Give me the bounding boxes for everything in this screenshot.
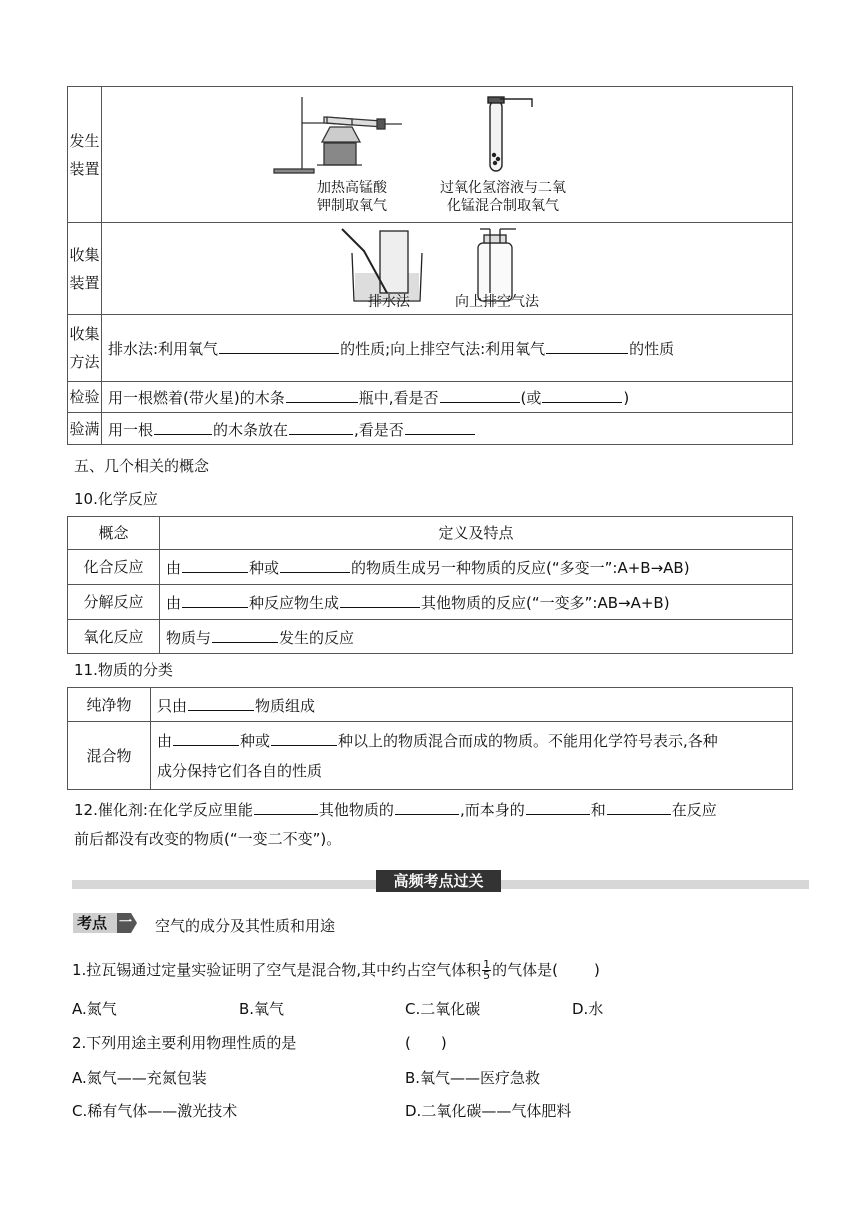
caption-upward-air: 向上排空气法 [455, 294, 539, 310]
blank[interactable] [607, 798, 671, 815]
question-2-option-a[interactable]: A.氮气——充氮包装 [72, 1069, 207, 1087]
test-text: 用一根燃着(带火星)的木条 瓶中,看是否 (或 ) [102, 382, 793, 413]
kaodian-badge: 考点 一 [73, 913, 137, 933]
collection-method-text: 排水法:利用氧气 的性质;向上排空气法:利用氧气 的性质 [102, 315, 793, 382]
reaction-definition: 由 种或 的物质生成另一种物质的反应(“多变一”:A+B→AB) [160, 550, 793, 585]
full-check-text: 用一根 的木条放在 ,看是否 [102, 413, 793, 445]
blank[interactable] [212, 626, 278, 643]
q12-line1: 12.催化剂:在化学反应里能 其他物质的 ,而本身的 和 在反应 [74, 798, 717, 820]
blank[interactable] [440, 386, 520, 403]
class-definition: 只由 物质组成 [151, 688, 793, 722]
fraction-one-fifth: $\frac{1}{5}$ [483, 958, 491, 982]
blank[interactable] [173, 729, 239, 746]
blank[interactable] [405, 418, 475, 435]
question-1-option-a[interactable]: A.氮气 [72, 1000, 117, 1018]
class-name: 混合物 [68, 722, 151, 790]
blank[interactable] [280, 556, 350, 573]
blank[interactable] [182, 556, 248, 573]
blank[interactable] [271, 729, 337, 746]
blank[interactable] [154, 418, 212, 435]
blank[interactable] [340, 591, 420, 608]
question-2-option-d[interactable]: D.二氧化碳——气体肥料 [405, 1102, 572, 1120]
blank[interactable] [526, 798, 590, 815]
row-label-test: 检验 [68, 382, 102, 413]
oxygen-preparation-table [67, 86, 793, 445]
question-2-option-c[interactable]: C.稀有气体——激光技术 [72, 1102, 238, 1120]
blank[interactable] [542, 386, 622, 403]
q11-title: 11.物质的分类 [74, 661, 173, 679]
class-definition: 由 种或 种以上的物质混合而成的物质。不能用化学符号表示,各种 成分保持它们各自的性质 [151, 722, 793, 790]
question-1-option-b[interactable]: B.氧气 [239, 1000, 285, 1018]
row-label-generation: 发生 装置 [68, 87, 102, 223]
class-name: 纯净物 [68, 688, 151, 722]
reaction-definition: 由 种反应物生成 其他物质的反应(“一变多”:AB→A+B) [160, 585, 793, 620]
q12-line2: 前后都没有改变的物质(“一变二不变”)。 [74, 830, 342, 848]
header-concept: 概念 [68, 517, 160, 550]
question-1-option-d[interactable]: D.水 [572, 1000, 604, 1018]
blank[interactable] [289, 418, 353, 435]
header-definition: 定义及特点 [160, 517, 793, 550]
blank[interactable] [546, 337, 628, 354]
reaction-name: 化合反应 [68, 550, 160, 585]
row-label-full: 验满 [68, 413, 102, 445]
kaodian-title: 空气的成分及其性质和用途 [155, 917, 336, 935]
reaction-definition: 物质与 发生的反应 [160, 620, 793, 654]
reaction-name: 分解反应 [68, 585, 160, 620]
collection-apparatus-cell [102, 223, 793, 315]
reaction-types-table [67, 516, 793, 654]
row-label-collection: 收集 装置 [68, 223, 102, 315]
section-five-heading: 五、几个相关的概念 [74, 457, 210, 475]
reaction-name: 氧化反应 [68, 620, 160, 654]
blank[interactable] [254, 798, 318, 815]
question-1-option-c[interactable]: C.二氧化碳 [405, 1000, 481, 1018]
question-2-option-b[interactable]: B.氧气——医疗急救 [405, 1069, 541, 1087]
q10-title: 10.化学反应 [74, 490, 158, 508]
matter-classification-table [67, 687, 793, 790]
question-1-stem: 1.拉瓦锡通过定量实验证明了空气是混合物,其中约占空气体积 $\frac{1}{5}$ 的气体是( ) [72, 958, 600, 982]
question-2-answer-paren[interactable]: ( ) [405, 1034, 447, 1052]
section-banner: 高频考点过关 [376, 870, 501, 892]
caption-h2o2: 过氧化氢溶液与二氧 化锰混合制取氧气 [440, 180, 566, 214]
caption-water-displacement: 排水法 [368, 294, 410, 310]
row-label-method: 收集 方法 [68, 315, 102, 382]
blank[interactable] [182, 591, 248, 608]
question-2-stem: 2.下列用途主要利用物理性质的是 [72, 1034, 297, 1052]
blank[interactable] [395, 798, 459, 815]
generation-apparatus-cell [102, 87, 793, 223]
caption-kmno4: 加热高锰酸 钾制取氧气 [317, 180, 387, 214]
blank[interactable] [188, 694, 254, 711]
blank[interactable] [219, 337, 339, 354]
blank[interactable] [286, 386, 358, 403]
